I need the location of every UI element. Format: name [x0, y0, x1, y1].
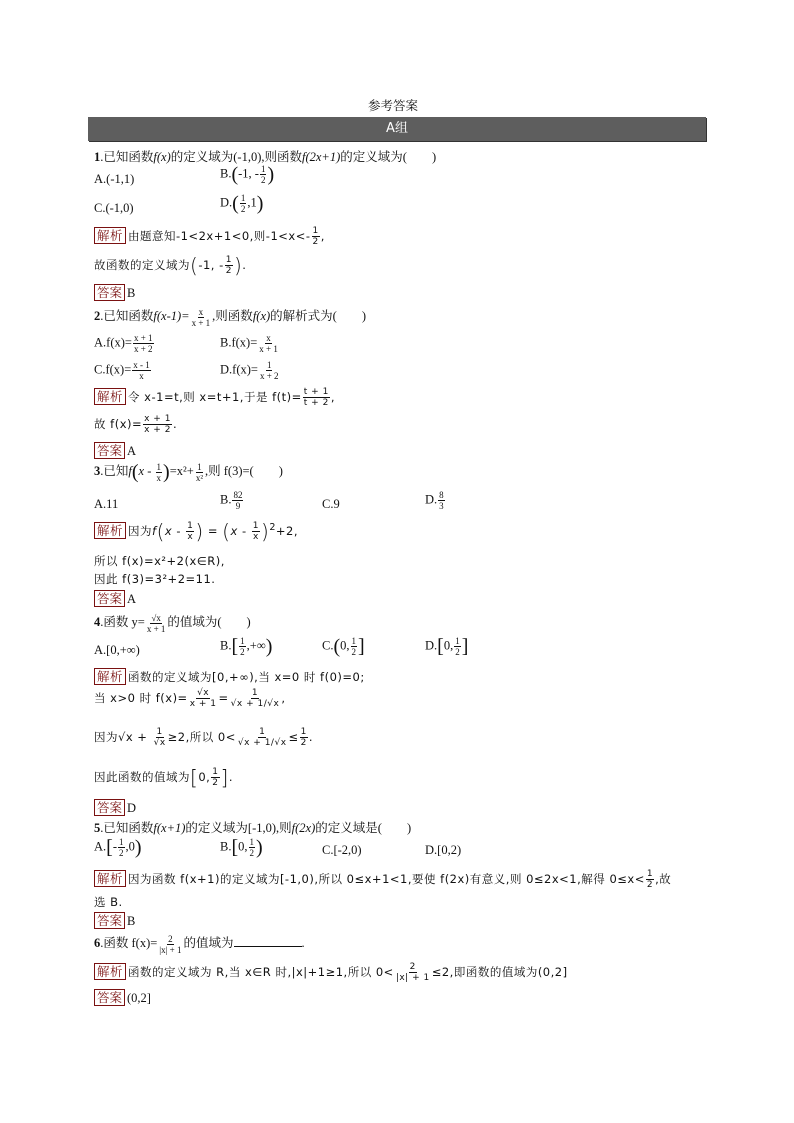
- q4-sol2-eq: =: [218, 691, 229, 705]
- q1-stem-text3: 的定义域为( ): [340, 150, 437, 164]
- q5-number: 5: [94, 821, 101, 835]
- q2-option-c: [94, 360, 152, 381]
- q6-number: 6: [94, 936, 101, 950]
- answer-tag: 答案: [94, 989, 125, 1006]
- q2-sol-end: ,: [330, 390, 335, 404]
- q2-stem-fx: f(x): [252, 309, 271, 323]
- fraction: $\frac{1}{2}$: [312, 226, 319, 247]
- q2-answer-value: A: [127, 444, 137, 458]
- q3-option-d: [425, 490, 446, 511]
- q5-stem: [94, 818, 411, 836]
- q2-opt-b-label: B.f(x)=: [220, 335, 258, 350]
- q2-stem: [94, 306, 366, 328]
- q4-opt-c-label: C.: [322, 638, 334, 653]
- q5-solution-2: 选 B.: [94, 895, 123, 909]
- q1-option-a: A.(-1,1): [94, 172, 135, 186]
- q1-opt-d-label: D.: [220, 195, 233, 210]
- page-title: 参考答案: [368, 98, 419, 113]
- fraction: $\frac{√x}{x + 1}$: [146, 612, 166, 634]
- fraction: $\frac{1}{√x}$: [153, 727, 166, 748]
- q1-sol2-inner: -1, -: [198, 258, 224, 272]
- q3-answer: [94, 590, 136, 607]
- q4-number: 4: [94, 615, 101, 629]
- analysis-tag: 解析: [94, 963, 126, 980]
- q1-opt-d-text: ,1: [247, 195, 257, 210]
- analysis-tag: 解析: [94, 668, 126, 685]
- q5-stem-f2x: f(2x): [291, 821, 316, 835]
- q3-opt-d-label: D.: [425, 492, 438, 507]
- q2-solution-2: [94, 414, 177, 435]
- q1-solution: [94, 226, 325, 247]
- fraction: $\frac{82}{9}$: [233, 490, 243, 511]
- q3-solution-2: 所以 f(x)=x²+2(x∈R),: [94, 554, 225, 568]
- q4-sol3-text: 因为: [94, 730, 118, 744]
- q2-sol2-text: 故 f(x)=: [94, 417, 143, 431]
- q6-answer-value: (0,2]: [127, 991, 151, 1005]
- q4-solution-3: 因为√x + $\frac{1}{√x}$ ≥2,所以 0< $\frac{1}{√x + 1/√x}$ ≤ $\frac{1}{2}$ .: [94, 727, 314, 748]
- q5-option-a: A.[- $\frac{1}{2}$ ,0): [94, 836, 142, 859]
- answer-tag: 答案: [94, 442, 125, 459]
- fraction: $\frac{1}{√x + 1/√x}$: [230, 688, 280, 709]
- q2-option-d: [220, 360, 281, 381]
- q2-opt-c-label: C.f(x)=: [94, 362, 132, 377]
- q5-stem-f: f(x+1): [153, 821, 186, 835]
- q1-answer: [94, 284, 135, 301]
- fraction: $\frac{√x}{x + 1}$: [189, 688, 217, 709]
- q4-sol4-text: 因此函数的值域为: [94, 770, 190, 784]
- q6-answer: [94, 989, 151, 1006]
- q3-stem-text: .已知: [100, 464, 129, 478]
- q6-stem-text: .函数 f(x)=: [100, 936, 158, 950]
- q3-option-a: A.11: [94, 497, 119, 511]
- q2-opt-d-label: D.f(x)=: [220, 362, 258, 377]
- q5-option-d: D.[0,2): [425, 843, 462, 857]
- q6-solution: [94, 962, 568, 983]
- fraction: $\frac{2}{|x| + 1}$: [395, 962, 430, 983]
- q4-stem: [94, 612, 251, 634]
- q4-sol3-end: .: [308, 730, 314, 744]
- analysis-tag: 解析: [94, 227, 126, 244]
- q4-stem-text: .函数 y=: [100, 615, 145, 629]
- q4-answer: [94, 799, 136, 816]
- q4-opt-b-label: B.: [220, 638, 232, 653]
- q3-stem-text2: ,则 f(3)=( ): [205, 464, 283, 478]
- answer-tag: 答案: [94, 590, 125, 607]
- q3-stem-eq: =x²+: [169, 464, 194, 478]
- fraction: $\frac{1}{x}$: [252, 521, 259, 542]
- q4-option-a: A.[0,+∞): [94, 643, 140, 657]
- q4-sol-text: 函数的定义域为[0,+∞),当 x=0 时 f(0)=0;: [128, 670, 365, 684]
- q3-sol-end: +2,: [275, 524, 299, 538]
- fraction: $\frac{1}{√x + 1/√x}$: [237, 727, 287, 748]
- fraction: $\frac{1}{2}$: [455, 636, 460, 657]
- q4-solution-2: [94, 688, 285, 709]
- q4-solution-4: 因此函数的值域为[0, $\frac{1}{2}$ ].: [94, 765, 233, 790]
- q4-sol3-le: ≤: [288, 730, 299, 744]
- fraction: $\frac{x}{x + 1}$: [191, 306, 211, 328]
- q2-option-a: [94, 333, 155, 354]
- q1-option-d: D.( $\frac{1}{2}$ ,1): [220, 192, 264, 215]
- analysis-tag: 解析: [94, 870, 126, 887]
- fraction: $\frac{x + 1}{x + 2}$: [133, 333, 153, 354]
- fraction: $\frac{1}{x}$: [156, 461, 162, 483]
- q3-answer-value: A: [127, 592, 137, 606]
- fraction: $\frac{x - 1}{x}$: [133, 360, 150, 381]
- q4-stem-text2: 的值域为( ): [167, 615, 251, 629]
- fraction: $\frac{1}{\text{x²}}$: [195, 461, 204, 483]
- answer-blank: [234, 936, 302, 947]
- fraction: $\frac{1}{2}$: [249, 837, 255, 858]
- q2-number: 2: [94, 309, 101, 323]
- q5-opt-b-label: B.: [220, 839, 232, 854]
- q4-sol4-end: .: [228, 770, 233, 784]
- fraction: $\frac{t + 1}{t + 2}$: [303, 387, 329, 408]
- q1-stem-fx: f(x): [153, 150, 171, 164]
- q4-option-c: C.(0, $\frac{1}{2}$ ]: [322, 635, 365, 658]
- q3-number: 3: [94, 464, 101, 478]
- q2-stem-text2: ,则函数: [212, 309, 253, 323]
- q4-sol2-end: ,: [281, 691, 286, 705]
- q6-stem: 6.函数 f(x)= $\frac{2}{|x| + 1}$ 的值域为 .: [94, 933, 305, 955]
- q2-stem-text3: 的解析式为( ): [270, 309, 366, 323]
- q2-stem-f: f(x-1)=: [153, 309, 190, 323]
- q5-solution: [94, 869, 671, 890]
- analysis-tag: 解析: [94, 522, 126, 539]
- q5-sol-end: ,故: [655, 872, 672, 886]
- q1-option-c: C.(-1,0): [94, 201, 134, 215]
- q1-stem: [94, 147, 436, 165]
- q5-answer: [94, 912, 135, 929]
- q1-number: 1: [94, 150, 101, 164]
- fraction: $\frac{1}{2}$: [225, 255, 232, 276]
- q1-sol-text2: ,: [320, 229, 325, 243]
- q1-opt-b-text: -1, -: [238, 166, 259, 181]
- analysis-tag: 解析: [94, 388, 126, 405]
- q2-opt-a-label: A.f(x)=: [94, 335, 132, 350]
- fraction: $\frac{x + 1}{x + 2}$: [144, 414, 171, 435]
- q5-option-c: C.[-2,0): [322, 843, 362, 857]
- q2-answer: [94, 442, 136, 459]
- q4-solution: [94, 668, 365, 685]
- q4-sol3-text2: ≥2,所以 0<: [167, 730, 236, 744]
- fraction: $\frac{1}{2}$: [240, 193, 246, 214]
- fraction: $\frac{1}{2}$: [119, 837, 124, 858]
- q5-option-b: B.[0, $\frac{1}{2}$ ): [220, 836, 263, 859]
- answer-tag: 答案: [94, 799, 125, 816]
- q2-sol-text: 令 x-1=t,则 x=t+1,于是 f(t)=: [128, 390, 302, 404]
- fraction: $\frac{8}{3}$: [439, 490, 444, 511]
- q6-stem-text2: 的值域为: [183, 936, 234, 950]
- fraction: $\frac{1}{2}$: [212, 767, 219, 788]
- q4-answer-value: D: [127, 801, 137, 815]
- q3-option-c: C.9: [322, 497, 340, 511]
- q1-answer-value: B: [127, 286, 136, 300]
- answer-tag: 答案: [94, 284, 125, 301]
- q1-sol2-end: .: [242, 258, 247, 272]
- q5-sol-text: 因为函数 f(x+1)的定义域为[-1,0),所以 0≤x+1<1,要使 f(2x)有意义,则 0≤2x<1,解得 0≤x<: [128, 872, 645, 886]
- fraction: $\frac{x}{x + 1}$: [259, 333, 278, 354]
- fraction: $\frac{1}{2}$: [300, 727, 307, 748]
- q1-sol-text: 由题意知-1<2x+1<0,则-1<x<-: [128, 229, 311, 243]
- q4-option-b: B.[ $\frac{1}{2}$ ,+∞): [220, 635, 273, 658]
- q5-opt-a-label: A.: [94, 839, 107, 854]
- q4-sol2-text: 当 x>0 时 f(x)=: [94, 691, 188, 705]
- q5-stem-text3: 的定义域是( ): [315, 821, 412, 835]
- q3-solution-3: 因此 f(3)=3²+2=11.: [94, 572, 216, 586]
- q2-stem-text: .已知函数: [100, 309, 154, 323]
- q3-solution: 解析 因为f(x - $\frac{1}{x}$ ) = (x - $\frac{1}{x}$ )$^2$+2,: [94, 521, 298, 542]
- q1-stem-text2: 的定义域为(-1,0),则函数: [170, 150, 302, 164]
- q6-sol-text: 函数的定义域为 R,当 x∈R 时,|x|+1≥1,所以 0<: [128, 965, 394, 979]
- fraction: $\frac{1}{2}$: [240, 636, 245, 657]
- fraction: $\frac{1}{2}$: [260, 164, 266, 185]
- q1-sol2-text: 故函数的定义域为: [94, 258, 190, 272]
- group-header: A组: [88, 117, 706, 141]
- q3-stem: 3.已知f(x - $\frac{1}{x}$ )=x²+ $\frac{1}{\text{x²}}$ ,则 f(3)=( ): [94, 461, 283, 484]
- fraction: $\frac{2}{|x| + 1}$: [159, 933, 182, 955]
- q2-sol2-end: .: [172, 417, 178, 431]
- q4-opt-d-label: D.: [425, 638, 438, 653]
- q5-stem-text2: 的定义域为[-1,0),则: [185, 821, 292, 835]
- fraction: $\frac{1}{2}$: [351, 636, 357, 657]
- q3-opt-b-label: B.: [220, 492, 232, 507]
- q2-solution: [94, 387, 335, 408]
- q3-sol-text: 因为: [128, 524, 153, 538]
- q3-option-b: [220, 490, 244, 511]
- fraction: $\frac{1}{x + 2}$: [259, 360, 279, 381]
- q1-stem-text: .已知函数: [100, 150, 154, 164]
- q1-option-b: B.(-1, - $\frac{1}{2}$ ): [220, 163, 275, 186]
- q5-answer-value: B: [127, 914, 136, 928]
- q1-stem-f2x: f(2x+1): [302, 150, 341, 164]
- fraction: $\frac{1}{2}$: [646, 869, 654, 890]
- q2-option-b: [220, 333, 280, 354]
- q1-opt-b-label: B.: [220, 166, 232, 181]
- fraction: $\frac{1}{x}$: [187, 521, 194, 542]
- q5-stem-text: .已知函数: [100, 821, 154, 835]
- q1-solution-2: 故函数的定义域为(-1, - $\frac{1}{2}$ ).: [94, 253, 247, 278]
- q4-option-d: D.[0, $\frac{1}{2}$ ]: [425, 635, 469, 658]
- q6-sol-end: ≤2,即函数的值域为(0,2]: [431, 965, 568, 979]
- answer-tag: 答案: [94, 912, 125, 929]
